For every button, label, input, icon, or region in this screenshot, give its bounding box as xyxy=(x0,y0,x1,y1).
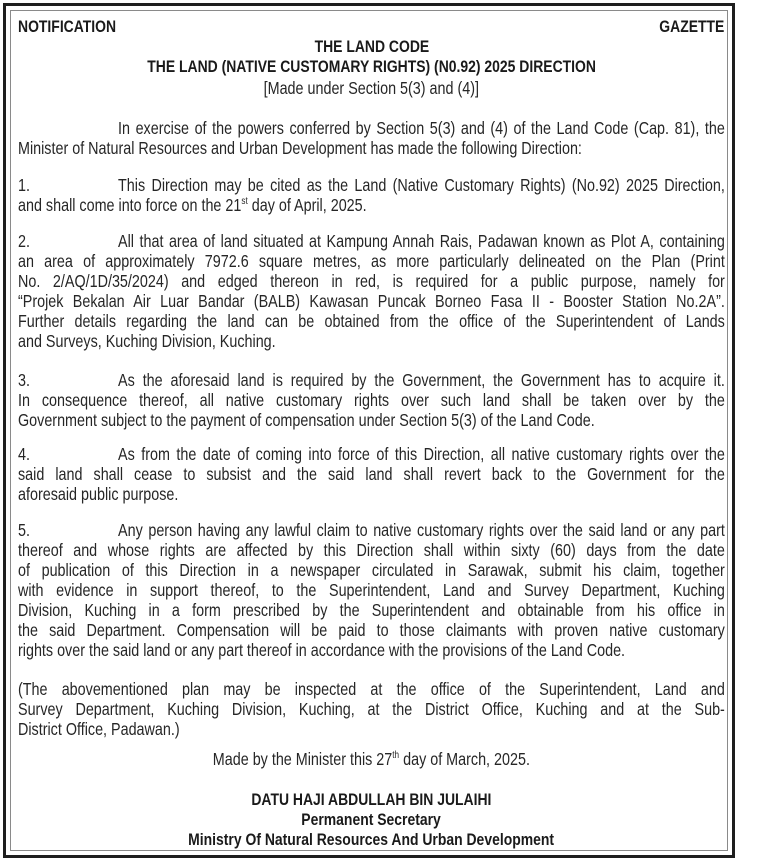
clause-line: said land shall cease to subsist and the said land shall revert back to the Government for the xyxy=(18,464,725,484)
notification-label: NOTIFICATION xyxy=(18,17,117,36)
clause-line: “Projek Bekalan Air Luar Bandar (BALB) Kawasan Puncak Borneo Fasa II - Booster Station No.2A”. xyxy=(18,291,725,311)
signatory-position: Permanent Secretary xyxy=(301,810,442,829)
preamble-line: Minister of Natural Resources and Urban Development has made the following Direction: xyxy=(18,138,582,158)
signatory-position-row xyxy=(18,809,725,831)
clause-number: 1. xyxy=(18,175,30,195)
clause-line: Further details regarding the land can be obtained from the office of the Superintendent of Lands xyxy=(18,311,725,331)
clause-2 xyxy=(18,231,725,251)
preamble-line: In exercise of the powers conferred by Section 5(3) and (4) of the Land Code (Cap. 81), the xyxy=(118,118,725,138)
note-line: (The abovementioned plan may be inspected at the office of the Superintendent, Land and xyxy=(18,679,725,699)
clause-text: As the aforesaid land is required by the Government, the Government has to acquire it. xyxy=(118,370,725,390)
clause-4 xyxy=(18,444,725,464)
signatory-ministry-row xyxy=(18,829,725,851)
clause-1-effective-date: and shall come into force on the 21st day of April, 2025. xyxy=(18,195,367,215)
clause-1 xyxy=(18,175,725,195)
act-heading: THE LAND CODE xyxy=(314,37,429,56)
clause-line: of publication of this Direction in a newspaper circulated in Sarawak, submit his claim, together xyxy=(18,560,725,580)
clause-number: 5. xyxy=(18,520,30,540)
clause-text: All that area of land situated at Kampung Annah Rais, Padawan known as Plot A, containing xyxy=(118,231,725,251)
clause-line: thereof and whose rights are affected by this Direction shall within sixty (60) days from the date xyxy=(18,540,725,560)
clause-line: and Surveys, Kuching Division, Kuching. xyxy=(18,331,276,351)
gazette-label: GAZETTE xyxy=(658,17,724,36)
act-heading-row xyxy=(18,36,725,58)
clause-text: As from the date of coming into force of this Direction, all native customary rights over the xyxy=(118,444,725,464)
clause-3 xyxy=(18,370,725,390)
clause-line: an area of approximately 7972.6 square metres, as more particularly delineated on the Plan (Print xyxy=(18,251,725,271)
clause-number: 2. xyxy=(18,231,30,251)
clause-line: In consequence thereof, all native customary rights over such land shall be taken over by the xyxy=(18,390,725,410)
clause-text: This Direction may be cited as the Land (Native Customary Rights) (No.92) 2025 Direction, xyxy=(118,175,725,195)
note-line: Survey Department, Kuching Division, Kuching, at the District Office, Kuching and at the Sub- xyxy=(18,699,725,719)
made-by-row xyxy=(18,748,725,770)
clause-line: with evidence in support thereof, to the Superintendent, Land and Survey Department, Kuching xyxy=(18,580,725,600)
made-under-text: [Made under Section 5(3) and (4)] xyxy=(263,78,480,98)
clause-line: No. 2/AQ/1D/35/2024) and edged thereon in red, is required for a public purpose, namely for xyxy=(18,271,725,291)
clause-line: Government subject to the payment of compensation under Section 5(3) of the Land Code. xyxy=(18,410,595,430)
clause-5 xyxy=(18,520,725,540)
note-line: District Office, Padawan.) xyxy=(18,719,180,739)
clause-line: aforesaid public purpose. xyxy=(18,484,179,504)
clause-number: 4. xyxy=(18,444,30,464)
direction-title-row xyxy=(18,56,725,78)
clause-line: rights over the said land or any part thereof in accordance with the provisions of the Land Code. xyxy=(18,640,626,660)
direction-title: THE LAND (NATIVE CUSTOMARY RIGHTS) (N0.92) 2025 DIRECTION xyxy=(147,57,596,76)
clause-line: the said Department. Compensation will be paid to those claimants with proven native customary xyxy=(18,620,725,640)
made-by-text: Made by the Minister this 27th day of March, 2025. xyxy=(212,749,531,769)
made-under-row xyxy=(18,77,725,99)
clause-line: Division, Kuching in a form prescribed by the Superintendent and obtainable from his office in xyxy=(18,600,725,620)
signatory-name: DATU HAJI ABDULLAH BIN JULAIHI xyxy=(251,790,492,809)
clause-text: Any person having any lawful claim to native customary rights over the said land or any part xyxy=(118,520,725,540)
clause-number: 3. xyxy=(18,370,30,390)
signatory-name-row xyxy=(18,789,725,811)
signatory-ministry: Ministry Of Natural Resources And Urban Development xyxy=(188,830,555,849)
